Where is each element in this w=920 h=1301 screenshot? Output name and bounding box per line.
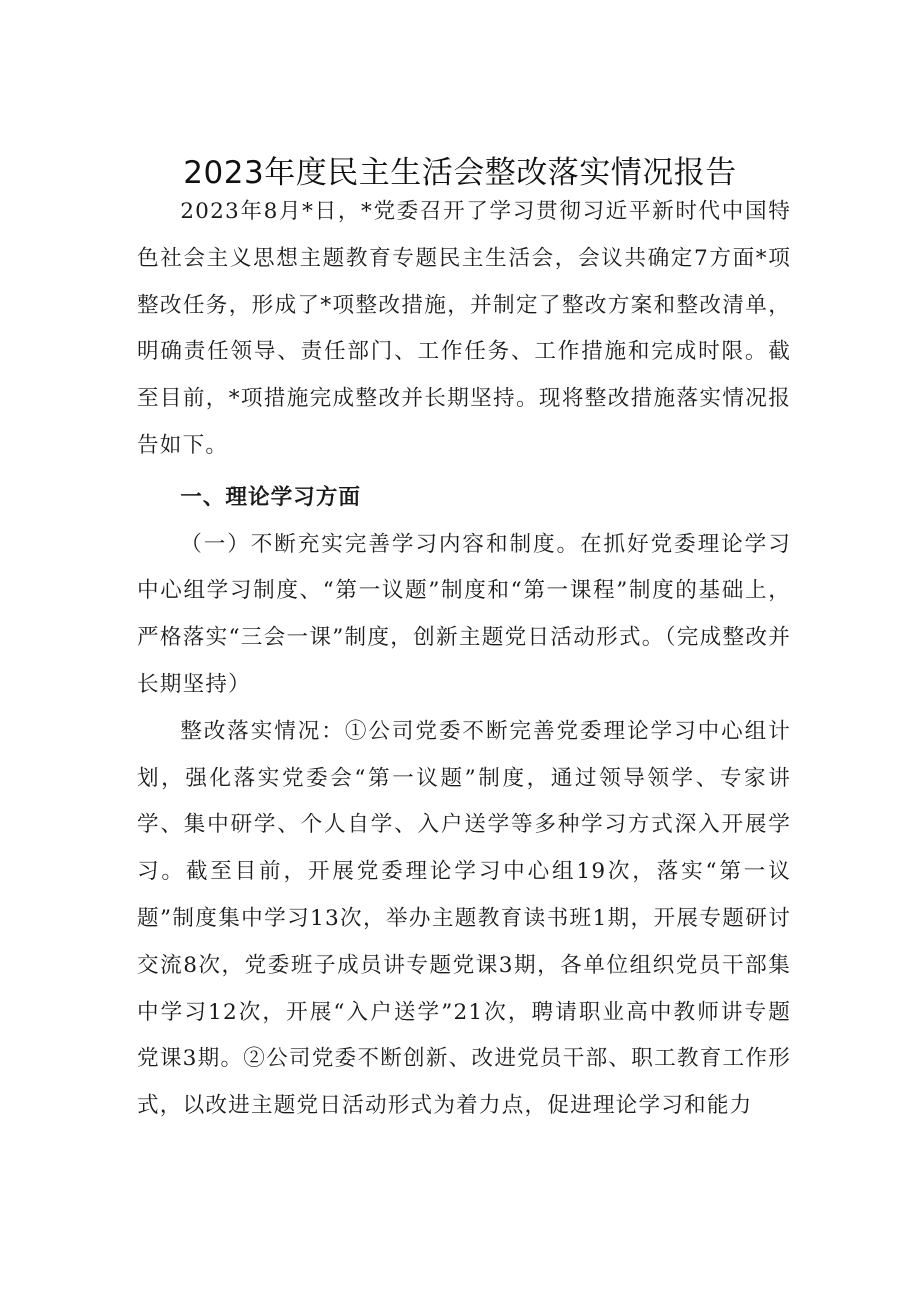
section-heading-theory-study: 一、理论学习方面 xyxy=(180,484,361,510)
document-body xyxy=(137,189,791,1130)
rectification-status-paragraph: 整改落实情况：①公司党委不断完善党委理论学习中心组计划，强化落实党委会“第一议题”制度，通过领导领学、专家讲学、集中研学、个人自学、入户送学等多种学习方式深入开展学习。截至目前，开展党委理论学习中心组19次，落实“第一议题”制度集中学习13次，举办主题教育读书班1期，开展专题研讨交流8次，党委班子成员讲专题党课3期，各单位组织党员干部集中学习12次，开展“入户送学”21次，聘请职业高中教师讲专题党课3期。②公司党委不断创新、改进党员干部、职工教育工作形式，以改进主题党日活动形式为着力点，促进理论学习和能力 xyxy=(137,718,791,1119)
intro-paragraph: 2023年8月*日，*党委召开了学习贯彻习近平新时代中国特色社会主义思想主题教育专题民主生活会，会议共确定7方面*项整改任务，形成了*项整改措施，并制定了整改方案和整改清单，明确责任领导、责任部门、工作任务、工作措施和完成时限。截至目前，*项措施完成整改并长期坚持。现将整改措施落实情况报告如下。 xyxy=(137,199,791,458)
document-title: 2023年度民主生活会整改落实情况报告 xyxy=(183,154,737,191)
subsection-paragraph-1: （一）不断充实完善学习内容和制度。在抓好党委理论学习中心组学习制度、“第一议题”制度和“第一课程”制度的基础上，严格落实“三会一课”制度，创新主题党日活动形式。（完成整改并长期坚持） xyxy=(137,531,791,697)
